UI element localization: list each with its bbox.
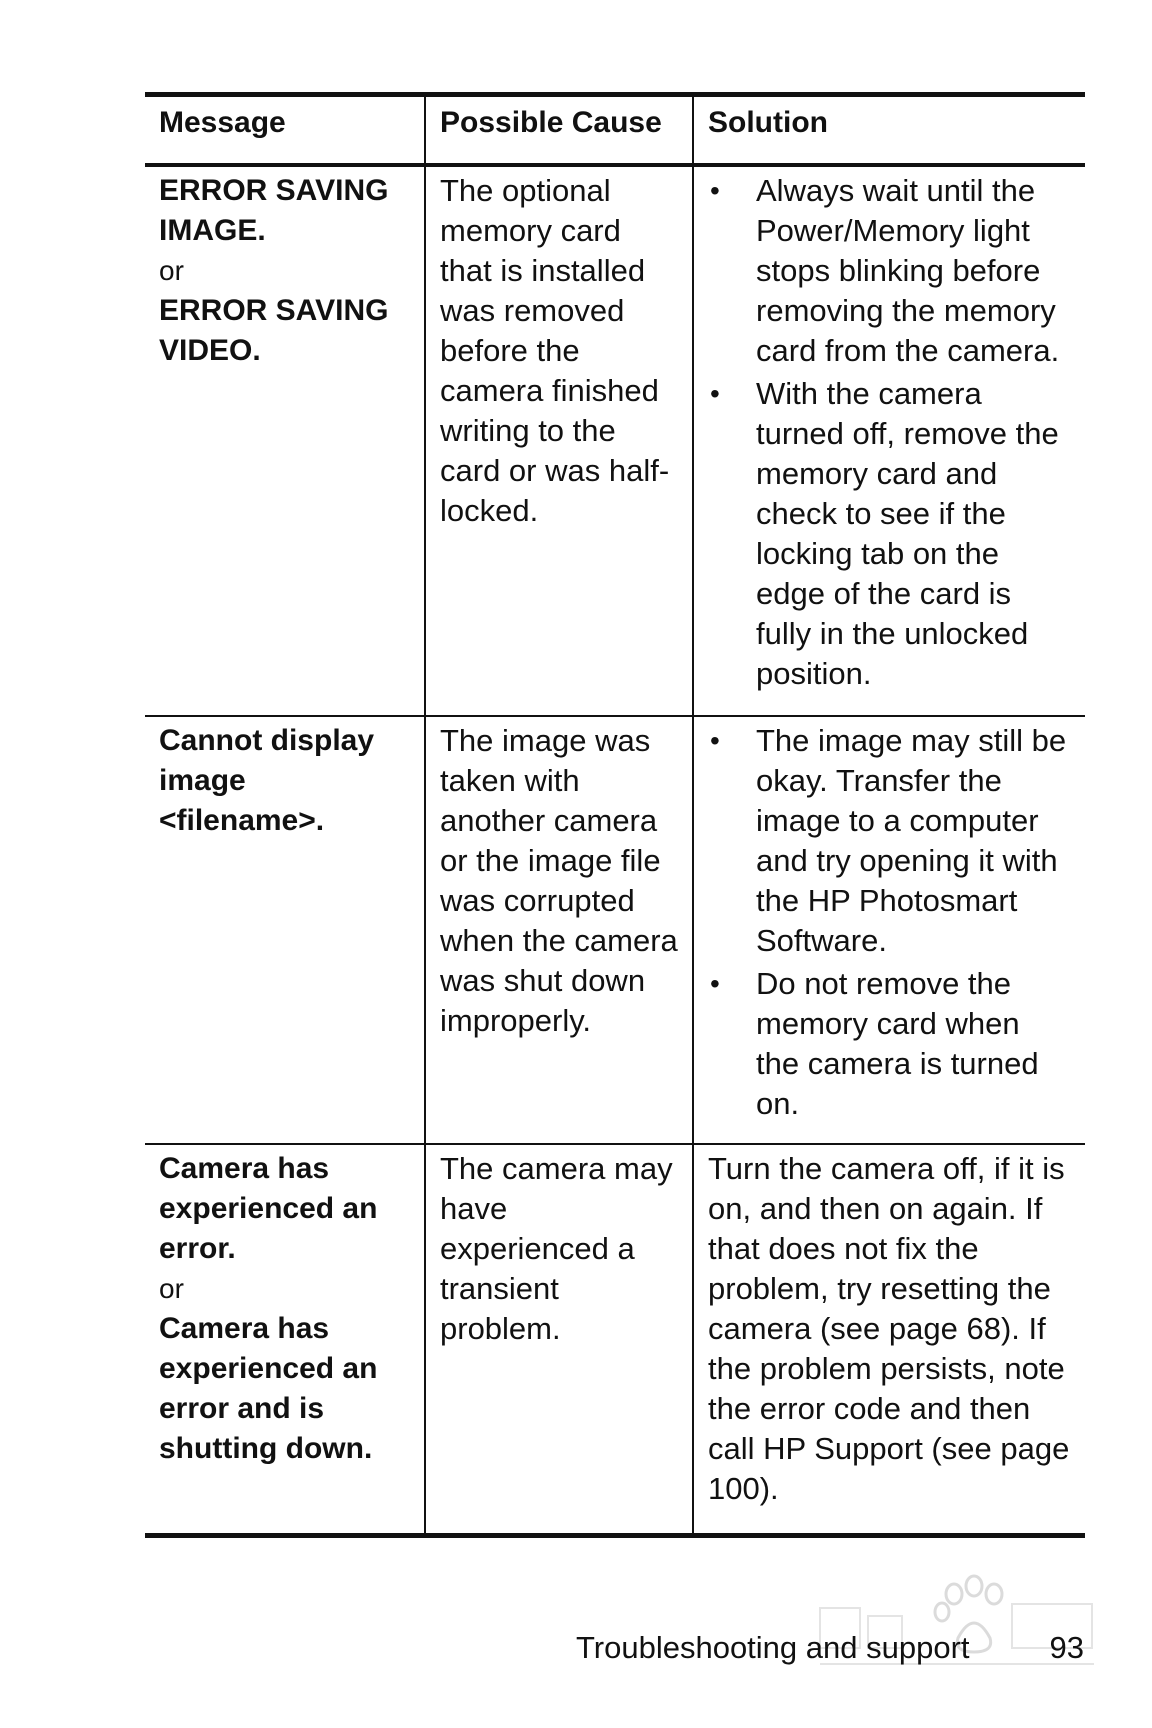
cause-cell: [425, 716, 693, 1144]
solution-cell: [693, 716, 1085, 1144]
footer-section-title: Troubleshooting and support: [576, 1630, 970, 1665]
bullet-glyph: •: [710, 725, 720, 756]
bullet-glyph: •: [710, 175, 720, 206]
cause-text: The camera may have experienced a transient problem.: [440, 1151, 673, 1346]
message-cell: [145, 165, 425, 716]
message-text: ERROR SAVING: [159, 174, 389, 207]
solution-bullet-text: With the camera turned off, remove the memory card and check to see if the locking tab on the edge of the card is fully in the unlocked position.: [756, 376, 1059, 691]
bullet-glyph: •: [710, 378, 720, 409]
cause-cell: [425, 165, 693, 716]
message-text: VIDEO.: [159, 334, 261, 367]
solution-bullet: [708, 964, 1071, 1124]
header-message: Message: [159, 106, 286, 139]
header-possible-cause: Possible Cause: [425, 95, 693, 166]
solution-bullet: [708, 171, 1071, 371]
solution-list: [708, 171, 1071, 694]
message-cell: [145, 1144, 425, 1536]
table-header-row: [145, 95, 1085, 166]
page-number: 93: [1049, 1630, 1084, 1665]
cause-cell: [425, 1144, 693, 1536]
message-cell: [145, 716, 425, 1144]
table-row: [145, 165, 1085, 716]
solution-bullet: [708, 374, 1071, 694]
solution-cell: [693, 165, 1085, 716]
header-solution: Solution: [693, 95, 1085, 166]
message-text: IMAGE.: [159, 214, 266, 247]
solution-list: [708, 721, 1071, 1124]
message-text: ERROR SAVING: [159, 294, 389, 327]
solution-bullet-text: Do not remove the memory card when the camera is turned on.: [756, 966, 1039, 1121]
bullet-glyph: •: [710, 968, 720, 999]
table-row: [145, 1144, 1085, 1536]
page-footer: [576, 1626, 1086, 1670]
message-text: Camera has experienced an error.: [159, 1152, 378, 1265]
cause-text: The optional memory card that is installed was removed before the camera finished writing to the card or was half-locked.: [440, 173, 670, 528]
message-text: Camera has experienced an error and is shutting down.: [159, 1312, 378, 1465]
solution-cell: [693, 1144, 1085, 1536]
or-separator: or: [159, 255, 184, 286]
or-separator: or: [159, 1273, 184, 1304]
table-row: [145, 716, 1085, 1144]
message-text: Cannot display image <filename>.: [159, 724, 375, 837]
solution-bullet-text: Always wait until the Power/Memory light stops blinking before removing the memory card from the camera.: [756, 173, 1060, 368]
solution-bullet: [708, 721, 1071, 961]
solution-text: Turn the camera off, if it is on, and then on again. If that does not fix the problem, try resetting the camera (see page 68). If the problem persists, note the error code and then call HP Support (see page 100).: [708, 1151, 1070, 1506]
cause-text: The image was taken with another camera or the image file was corrupted when the camera was shut down improperly.: [440, 723, 678, 1038]
solution-bullet-text: The image may still be okay. Transfer the image to a computer and try opening it with the HP Photosmart Software.: [756, 723, 1067, 958]
troubleshooting-table: [145, 92, 1085, 1538]
